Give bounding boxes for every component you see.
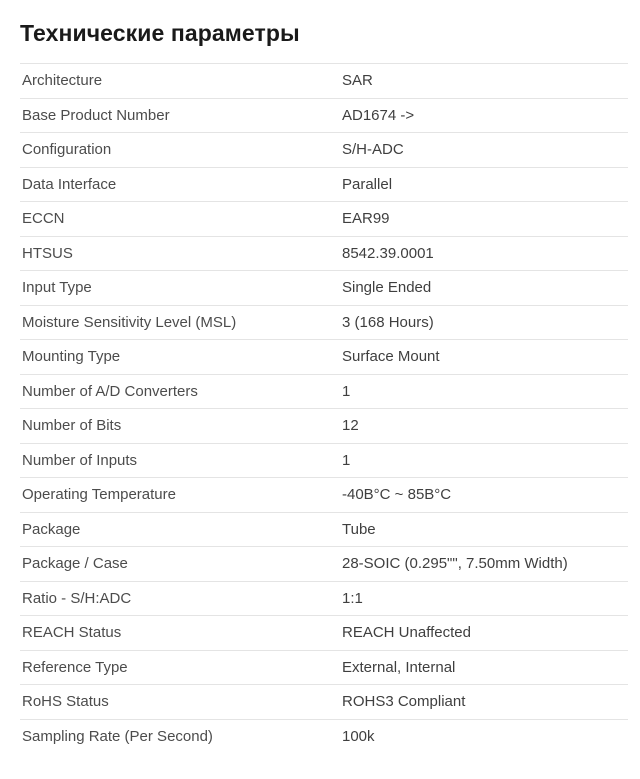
param-name: Package / Case bbox=[20, 547, 340, 582]
param-name: Number of A/D Converters bbox=[20, 374, 340, 409]
param-name: Reference Type bbox=[20, 650, 340, 685]
param-value: 12 bbox=[340, 409, 628, 444]
table-row bbox=[20, 512, 628, 547]
table-row bbox=[20, 719, 628, 754]
table-row bbox=[20, 271, 628, 306]
param-name: HTSUS bbox=[20, 236, 340, 271]
spec-page bbox=[0, 20, 640, 754]
table-row bbox=[20, 305, 628, 340]
param-name: RoHS Status bbox=[20, 685, 340, 720]
table-row bbox=[20, 98, 628, 133]
param-name: ECCN bbox=[20, 202, 340, 237]
param-value: 1 bbox=[340, 443, 628, 478]
param-value: 28-SOIC (0.295"", 7.50mm Width) bbox=[340, 547, 628, 582]
param-value: 8542.39.0001 bbox=[340, 236, 628, 271]
table-row bbox=[20, 236, 628, 271]
table-row bbox=[20, 547, 628, 582]
table-row bbox=[20, 133, 628, 168]
table-row bbox=[20, 581, 628, 616]
table-row bbox=[20, 478, 628, 513]
param-name: Ratio - S/H:ADC bbox=[20, 581, 340, 616]
table-row bbox=[20, 202, 628, 237]
param-value: Surface Mount bbox=[340, 340, 628, 375]
param-name: Input Type bbox=[20, 271, 340, 306]
param-name: Architecture bbox=[20, 64, 340, 99]
param-value: EAR99 bbox=[340, 202, 628, 237]
table-row bbox=[20, 443, 628, 478]
table-row bbox=[20, 374, 628, 409]
param-name: Base Product Number bbox=[20, 98, 340, 133]
param-value: REACH Unaffected bbox=[340, 616, 628, 651]
param-value: External, Internal bbox=[340, 650, 628, 685]
param-value: Tube bbox=[340, 512, 628, 547]
table-row bbox=[20, 409, 628, 444]
param-name: Number of Inputs bbox=[20, 443, 340, 478]
param-name: Data Interface bbox=[20, 167, 340, 202]
table-row bbox=[20, 64, 628, 99]
table-row bbox=[20, 650, 628, 685]
param-value: SAR bbox=[340, 64, 628, 99]
table-row bbox=[20, 616, 628, 651]
param-value: S/H-ADC bbox=[340, 133, 628, 168]
param-value: 100k bbox=[340, 719, 628, 754]
param-name: Configuration bbox=[20, 133, 340, 168]
param-value: -40B°C ~ 85B°C bbox=[340, 478, 628, 513]
technical-parameters-table bbox=[20, 63, 628, 754]
param-value: 3 (168 Hours) bbox=[340, 305, 628, 340]
param-name: Package bbox=[20, 512, 340, 547]
param-value: 1 bbox=[340, 374, 628, 409]
table-row bbox=[20, 167, 628, 202]
table-row bbox=[20, 685, 628, 720]
technical-parameters-table-body bbox=[20, 64, 628, 754]
param-name: Mounting Type bbox=[20, 340, 340, 375]
param-name: Moisture Sensitivity Level (MSL) bbox=[20, 305, 340, 340]
table-row bbox=[20, 340, 628, 375]
param-name: Number of Bits bbox=[20, 409, 340, 444]
param-value: ROHS3 Compliant bbox=[340, 685, 628, 720]
param-value: Parallel bbox=[340, 167, 628, 202]
param-value: AD1674 -> bbox=[340, 98, 628, 133]
page-title: Технические параметры bbox=[20, 20, 300, 46]
param-value: 1:1 bbox=[340, 581, 628, 616]
param-value: Single Ended bbox=[340, 271, 628, 306]
param-name: Sampling Rate (Per Second) bbox=[20, 719, 340, 754]
param-name: Operating Temperature bbox=[20, 478, 340, 513]
param-name: REACH Status bbox=[20, 616, 340, 651]
